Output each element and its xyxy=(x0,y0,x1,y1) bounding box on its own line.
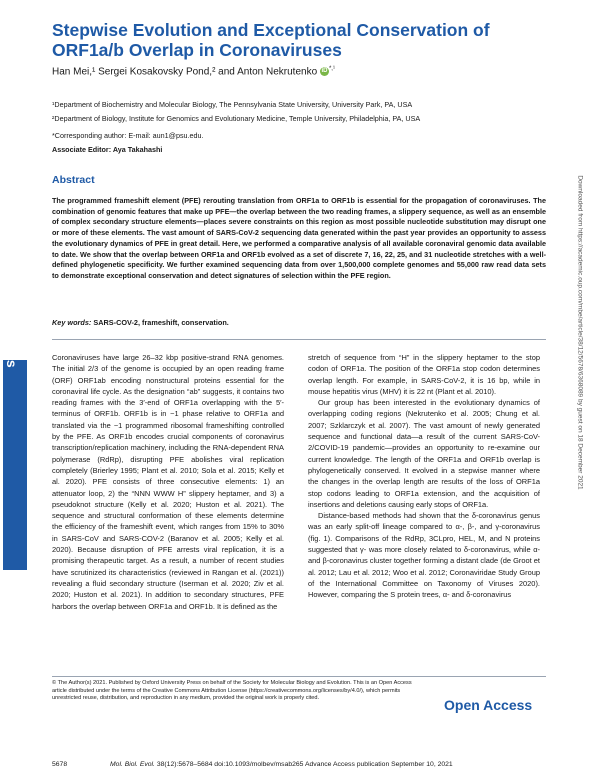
footer-divider xyxy=(52,676,546,677)
open-access-badge: Open Access xyxy=(444,697,533,713)
download-note xyxy=(573,120,585,550)
author-list xyxy=(52,66,335,77)
author-suffix: *,¹ xyxy=(328,66,335,72)
section-sidebar-label: Brief Communications xyxy=(4,218,20,368)
keywords-value: SARS-COV-2, frameshift, conservation. xyxy=(93,318,229,327)
author-names: Han Mei,¹ Sergei Kosakovsky Pond,² and Anton Nekrutenko xyxy=(52,66,318,78)
license-text: © The Author(s) 2021. Published by Oxford University Press on behalf of the Society for Molecular Biology and Evolution. This is an Open Access article distributed under the terms of the Creative Commons Attribution License (https://creativecommons.org/licenses/by/4.0/), which permits unrestricted reuse, distribution, and reproduction in any medium, provided the original work is properly cited. xyxy=(52,680,412,702)
body-paragraph: Distance-based methods had shown that the δ-coronavirus genus was an early split-off lineage compared to α-, β-, and γ-coronavirus (fig. 1). Comparisons of the RdRp, 3CLpro, HEL, M, and N proteins suggested that γ- was more closely related to δ-coronavirus, while α- and β-coronavirus cluster together forming a distant clade (de Groot et al. 2012; Lau et al. 2012; Woo et al. 2012; Coronaviridae Study Group of the International Committee on Taxonomy of Viruses 2020). However, comparing the S protein trees, α- and δ-coronavirus xyxy=(308,511,540,600)
body-paragraph: Coronaviruses have large 26–32 kbp positive-strand RNA genomes. The initial 2/3 of the genome is occupied by an open reading frame (ORF) ORF1ab encoding nonstructural proteins essential for the coronaviral life cycle. As the designation “ab” suggests, it contains two reading frames with the 3′-end of ORF1a overlapping with the 5′-terminus of ORF1b. ORF1b is in −1 phase relative to ORF1a and translated via the −1 programmed ribosomal frameshifting controlled by the PFE. As ORF1b encodes crucial components of coronavirus transcription/replication machinery, including the RNA-dependent RNA polymerase (RdRp), disrupting PFE abolishes viral replication completely (Brierley 1995; Plant et al. 2010; Sola et al. 2015; Kelly et al. 2020). PFE consists of three consecutive elements: 1) an attenuator loop, 2) the “NNN WWW H” slippery heptamer, and 3) a pseudoknot structure (Kelly et al. 2020; Huston et al. 2021). The sequence and structural conformation of these elements determine the efficiency of the frameshift event, which ranges from 15% to 30% in SARS-CoV and SARS-COV-2 (Baranov et al. 2005; Kelly et al. 2020). Because disruption of PFE arrests viral replication, it is a promising therapeutic target. As a result, a number of recent studies have scrutinized its characteristics (reviewed in Rangan et al. (2021)) revealing a fluid secondary structure (Iserman et al. 2020; Ziv et al. 2020; Huston et al. 2021). In addition to secondary structures, PFE harbors the overlap between ORF1a and ORF1b. It is defined as the xyxy=(52,353,284,611)
keywords-label: Key words: xyxy=(52,318,92,327)
body-column-left xyxy=(52,352,284,612)
abstract-text: The programmed frameshift element (PFE) rerouting translation from ORF1a to ORF1b is essential for the propagation of coronaviruses. The combination of genomic features that make up PFE—the overlap between the two reading frames, a slippery sequence, as well as an ensemble of complex secondary structure elements—places severe constraints on this region as most possible nucleotide substitution may disrupt one or more of these elements. The vast amount of SARS-CoV-2 sequencing data generated within the past year provides an opportunity to assess the evolutionary dynamics of PFE in great detail. Here, we performed a comparative analysis of all available coronaviral genomic data available to date. We show that the overlap between ORF1a and ORF1b evolved as a set of discrete 7, 16, 22, 25, and 31 nucleotide stretches with a well-defined phylogenetic specificity. We further examined sequencing data from over 1,500,000 complete genomes and 55,000 raw read data sets to demonstrate exceptional conservation and detect signatures of selection within the PFE region. xyxy=(52,196,546,280)
affiliation-2: ²Department of Biology, Institute for Genomics and Evolutionary Medicine, Temple University, Philadelphia, PA, USA xyxy=(52,114,421,123)
page-number: 5678 xyxy=(52,761,68,768)
corresponding-author: *Corresponding author: E-mail: aun1@psu.edu. xyxy=(52,131,204,140)
paper-title: Stepwise Evolution and Exceptional Conservation of ORF1a/b Overlap in Coronaviruses xyxy=(52,20,490,60)
associate-editor: Associate Editor: Aya Takahashi xyxy=(52,145,163,154)
section-divider xyxy=(52,339,546,340)
orcid-icon[interactable]: iD xyxy=(321,68,328,75)
body-column-right xyxy=(308,352,540,601)
keywords xyxy=(52,318,229,327)
abstract-heading: Abstract xyxy=(52,174,95,186)
affiliation-1: ¹Department of Biochemistry and Molecular Biology, The Pennsylvania State University, University Park, PA, USA xyxy=(52,100,413,109)
journal-citation xyxy=(110,761,453,768)
journal-name: Mol. Biol. Evol. xyxy=(110,761,155,768)
body-paragraph: stretch of sequence from “H” in the slippery heptamer to the stop codon of ORF1a. The position of the ORF1a stop codon determines overlap length. For example, in SARS-CoV-2, it is 16 bp, while in mouse hepatitis virus (MHV) it is 22 nt (Plant et al. 2010). xyxy=(308,353,540,396)
download-note-text: Downloaded from https://academic.oup.com/mbe/article/38/12/5678/6368089 by guest on 18 December 2021 xyxy=(576,175,584,490)
body-paragraph: Our group has been interested in the evolutionary dynamics of overlapping coding regions (Nekrutenko et al. 2005; Chung et al. 2007; Szklarczyk et al. 2007). The vast amount of newly generated sequence and functional data—a result of the current SARS-CoV-2/COVID-19 pandemic—provides an opportunity to re-examine our current knowledge. The length of the ORF1a and ORF1b overlap is phylogenetically conserved. It evolved in a stepwise manner where the changes in the overlap length are results of the loss of ORF1a stop codons leading to ORF1a extension, and the acquisition of insertions and deletions causing early stops of ORF1a. xyxy=(308,398,540,509)
journal-details: 38(12):5678–5684 doi:10.1093/molbev/msab265 Advance Access publication September 10, 2021 xyxy=(156,761,453,768)
